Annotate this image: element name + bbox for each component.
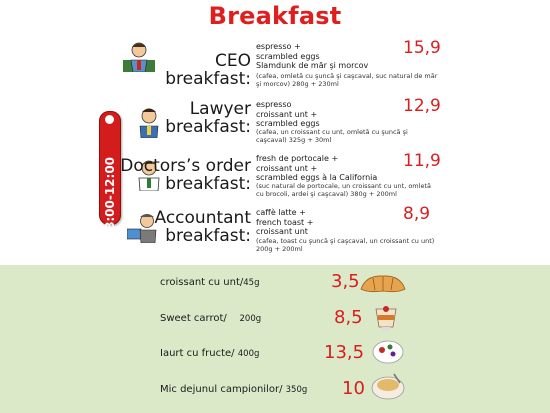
product-name: Sweet carrot/ 200g (160, 313, 262, 324)
product-name: croissant cu unt/45g (160, 277, 260, 288)
businessman-icon (123, 38, 155, 72)
product-name: Iaurt cu fructe/ 400g (160, 348, 260, 359)
dessert-glass-icon (370, 303, 402, 335)
item-price: 8,9 (403, 204, 431, 224)
page-title: Breakfast (208, 2, 342, 30)
lawyer-icon (133, 104, 165, 138)
item-note: (cafea, toast cu şuncă şi caşcaval, un croissant cu unt) 200g + 200ml (256, 237, 435, 253)
product-price: 13,5 (324, 342, 365, 363)
croissant-icon (358, 271, 408, 297)
product-price: 10 (342, 378, 365, 399)
cereal-bowl-icon (369, 370, 407, 404)
item-description: espresso croissant unt + scrambled eggs (256, 100, 320, 128)
item-name: Doctors’s order breakfast: (120, 156, 251, 194)
product-name: Mic dejunul campionilor/ 350g (160, 384, 308, 395)
menu-item-lawyer (0, 96, 550, 152)
item-note: (cafea, un croissant cu unt, omletă cu şuncă şi caşcaval) 325g + 30ml (256, 128, 408, 144)
product-croissant (0, 271, 550, 299)
item-price: 12,9 (403, 96, 441, 116)
hours-label: 8:00-12:00 (103, 156, 117, 230)
item-price: 15,9 (403, 38, 441, 58)
menu-item-ceo (0, 38, 550, 94)
item-note: (cafea, omletă cu şuncă şi caşcaval, suc natural de măr şi morcov) 280g + 230ml (256, 72, 438, 88)
item-description: fresh de portocale + croissant unt + scrambled eggs à la California (256, 154, 378, 182)
item-description: caffè latte + french toast + croissant unt (256, 208, 314, 236)
menu-item-doctor (0, 151, 550, 207)
product-price: 3,5 (331, 271, 360, 292)
item-name: Accountant breakfast: (154, 208, 251, 246)
product-sweet-carrot (0, 307, 550, 335)
menu-item-accountant (0, 204, 550, 260)
item-note: (suc natural de portocale, un croissant cu unt, omletă cu brocoli, ardei şi caşcaval) 380g + 200ml (256, 182, 431, 198)
yogurt-bowl-icon (370, 336, 406, 370)
product-champions-breakfast (0, 378, 550, 406)
item-name: Lawyer breakfast: (165, 99, 251, 137)
item-name: CEO breakfast: (165, 51, 251, 89)
item-description: espresso + scrambled eggs Slamdunk de măr şi morcov (256, 42, 369, 70)
item-price: 11,9 (403, 151, 441, 171)
product-price: 8,5 (334, 307, 363, 328)
product-yogurt (0, 342, 550, 370)
